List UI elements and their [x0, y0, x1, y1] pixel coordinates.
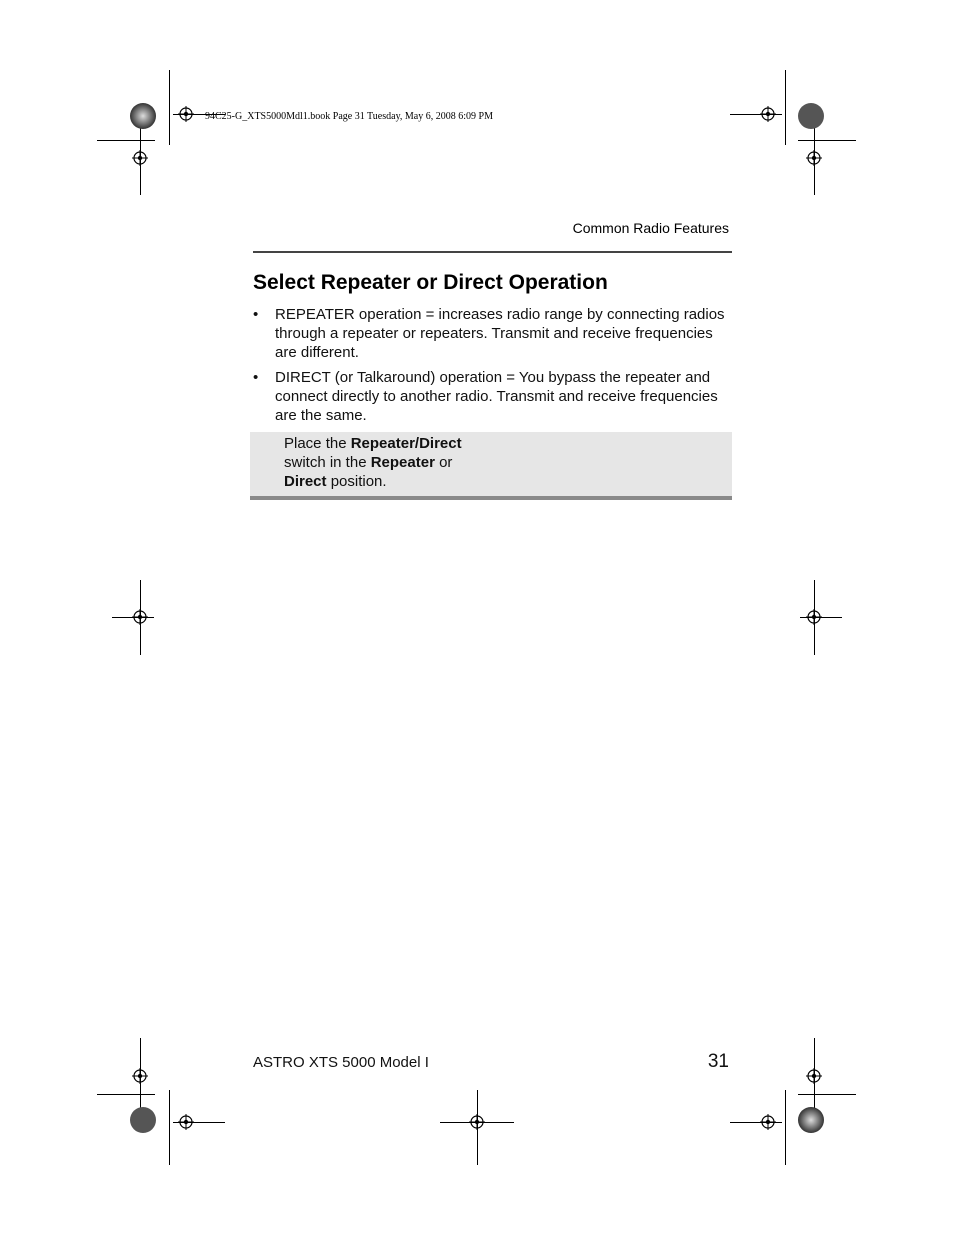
- list-item: [253, 305, 733, 362]
- crosshair-icon: [132, 150, 148, 166]
- registration-disc-icon: [798, 1107, 824, 1133]
- bullet-list: [253, 305, 733, 431]
- bullet-icon: •: [253, 369, 259, 386]
- registration-disc-icon: [130, 103, 156, 129]
- step-text: or: [434, 454, 453, 471]
- page-number: 31: [707, 1051, 729, 1072]
- registration-disc-icon: [798, 103, 824, 129]
- print-slug: 94C25-G_XTS5000Mdl1.book Page 31 Tuesday, May 6, 2008 6:09 PM: [205, 111, 493, 122]
- crosshair-icon: [806, 609, 822, 625]
- running-head: Common Radio Features: [572, 220, 729, 236]
- bullet-text: DIRECT (or Talkaround) operation = You bypass the repeater and connect directly to another radio. Transmit and receive frequencies are the same.: [275, 369, 718, 424]
- repeater-position-label: Repeater: [370, 454, 435, 471]
- bullet-icon: •: [253, 306, 259, 323]
- crosshair-icon: [178, 106, 194, 122]
- crosshair-icon: [178, 1114, 194, 1130]
- crosshair-icon: [760, 106, 776, 122]
- crosshair-icon: [132, 1068, 148, 1084]
- step-text: position.: [326, 473, 387, 490]
- crosshair-icon: [760, 1114, 776, 1130]
- registration-disc-icon: [130, 1107, 156, 1133]
- crosshair-icon: [806, 150, 822, 166]
- step-text: switch in the: [284, 454, 371, 471]
- footer-product: ASTRO XTS 5000 Model I: [253, 1054, 429, 1071]
- bullet-text: REPEATER operation = increases radio range by connecting radios through a repeater or repeaters. Transmit and receive frequencies are different.: [275, 306, 725, 361]
- step-instruction: [284, 434, 484, 491]
- step-box: [250, 432, 732, 500]
- list-item: [253, 368, 733, 425]
- step-text: Place the: [284, 435, 351, 452]
- crosshair-icon: [469, 1114, 485, 1130]
- section-title: Select Repeater or Direct Operation: [253, 271, 608, 294]
- repeater-direct-switch-label: Repeater/Direct: [350, 435, 462, 452]
- crosshair-icon: [806, 1068, 822, 1084]
- crosshair-icon: [132, 609, 148, 625]
- header-rule: [253, 251, 732, 253]
- direct-position-label: Direct: [284, 473, 327, 490]
